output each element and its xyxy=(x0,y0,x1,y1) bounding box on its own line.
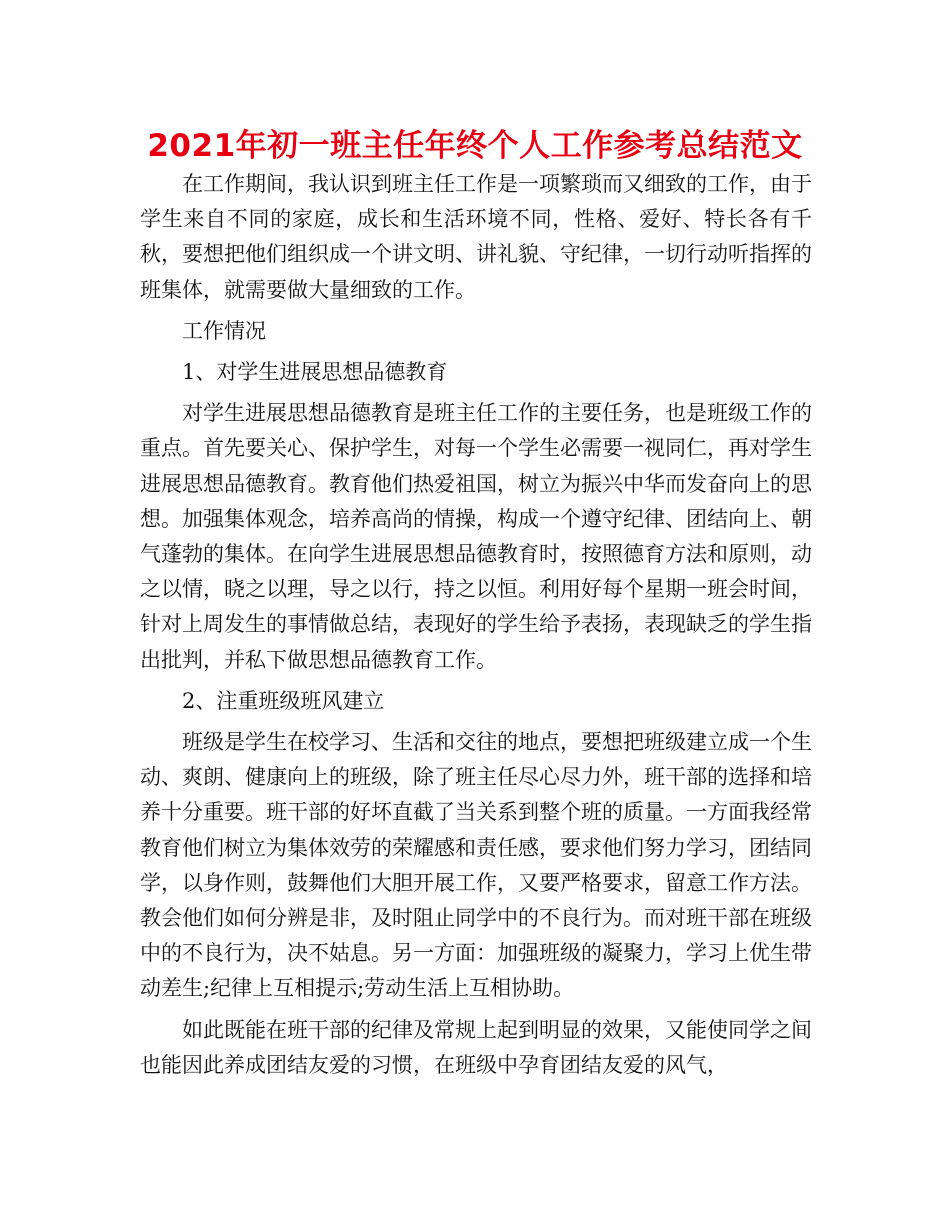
document-body xyxy=(140,167,812,1089)
document-title: 2021年初一班主任年终个人工作参考总结范文 xyxy=(147,128,803,164)
moral-education-paragraph: 对学生进展思想品德教育是班主任工作的主要任务，也是班级工作的重点。首先要关心、保护学生，对每一个学生必需要一视同仁，再对学生进展思想品德教育。教育他们热爱祖国，树立为振兴中华而发奋向上的思想。加强集体观念，培养高尚的情操，构成一个遵守纪律、团结向上、朝气蓬勃的集体。在向学生进展思想品德教育时，按照德育方法和原则，动之以情，晓之以理，导之以行，持之以恒。利用好每个星期一班会时间，针对上周发生的事情做总结，表现好的学生给予表扬，表现缺乏的学生指出批判，并私下做思想品德教育工作。 xyxy=(140,401,812,672)
class-style-paragraph: 班级是学生在校学习、生活和交往的地点，要想把班级建立成一个生动、爽朗、健康向上的班级，除了班主任尽心尽力外，班干部的选择和培养十分重要。班干部的好坏直截了当关系到整个班的质量。一方面我经常教育他们树立为集体效劳的荣耀感和责任感，要求他们努力学习，团结同学，以身作则，鼓舞他们大胆开展工作，又要严格要求，留意工作方法。教会他们如何分辨是非，及时阻止同学中的不良行为。而对班干部在班级中的不良行为，决不姑息。另一方面：加强班级的凝聚力，学习上优生带动差生;纪律上互相提示;劳动生活上互相协助。 xyxy=(140,730,812,1001)
intro-paragraph: 在工作期间，我认识到班主任工作是一项繁琐而又细致的工作，由于学生来自不同的家庭，成长和生活环境不同，性格、爱好、特长各有千秋，要想把他们组织成一个讲文明、讲礼貌、守纪律，一切行动听指挥的班集体，就需要做大量细致的工作。 xyxy=(140,172,812,302)
section-heading-work-status: 工作情况 xyxy=(182,318,266,343)
closing-paragraph: 如此既能在班干部的纪律及常规上起到明显的效果，又能使同学之间也能因此养成团结友爱的习惯，在班级中孕育团结友爱的风气， xyxy=(140,1017,812,1077)
section-heading-class-style: 2、注重班级班风建立 xyxy=(182,688,385,713)
section-heading-moral-education: 1、对学生进展思想品德教育 xyxy=(182,360,448,385)
